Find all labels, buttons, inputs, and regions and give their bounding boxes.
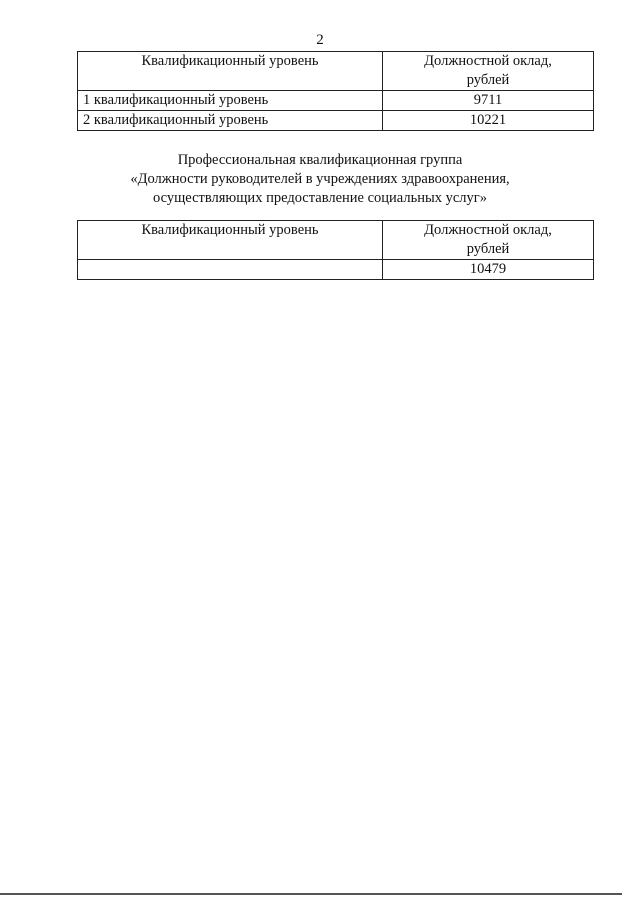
group-heading-line2: «Должности руководителей в учреждениях здравоохранения,: [130, 171, 510, 187]
table-row: [78, 91, 594, 111]
page-number: 2: [316, 32, 324, 48]
header-level: [78, 52, 383, 91]
header-level-label: Квалификационный уровень: [141, 222, 319, 238]
cell-level: 1 квалификационный уровень: [78, 91, 383, 111]
cell-level: [78, 260, 383, 280]
header-salary-line2: рублей: [466, 241, 510, 257]
header-salary-line2: рублей: [466, 72, 510, 88]
page-bottom-rule: [0, 893, 622, 895]
table-row: [78, 260, 594, 280]
header-salary: [383, 221, 594, 260]
group-heading-line1: Профессиональная квалификационная группа: [177, 152, 463, 168]
cell-salary: 10221: [383, 111, 594, 131]
table-header-row: [78, 221, 594, 260]
table-row: [78, 111, 594, 131]
header-salary: [383, 52, 594, 91]
header-salary-line1: Должностной оклад,: [424, 53, 552, 69]
cell-level: 2 квалификационный уровень: [78, 111, 383, 131]
cell-salary: 9711: [383, 91, 594, 111]
header-level-label: Квалификационный уровень: [141, 53, 319, 69]
salary-table-1: [77, 51, 594, 131]
salary-table-2: [77, 220, 594, 280]
group-heading: [0, 151, 640, 208]
group-heading-line3: осуществляющих предоставление социальных услуг»: [153, 190, 487, 206]
header-level: [78, 221, 383, 260]
cell-salary: 10479: [383, 260, 594, 280]
header-salary-line1: Должностной оклад,: [424, 222, 552, 238]
table-header-row: [78, 52, 594, 91]
